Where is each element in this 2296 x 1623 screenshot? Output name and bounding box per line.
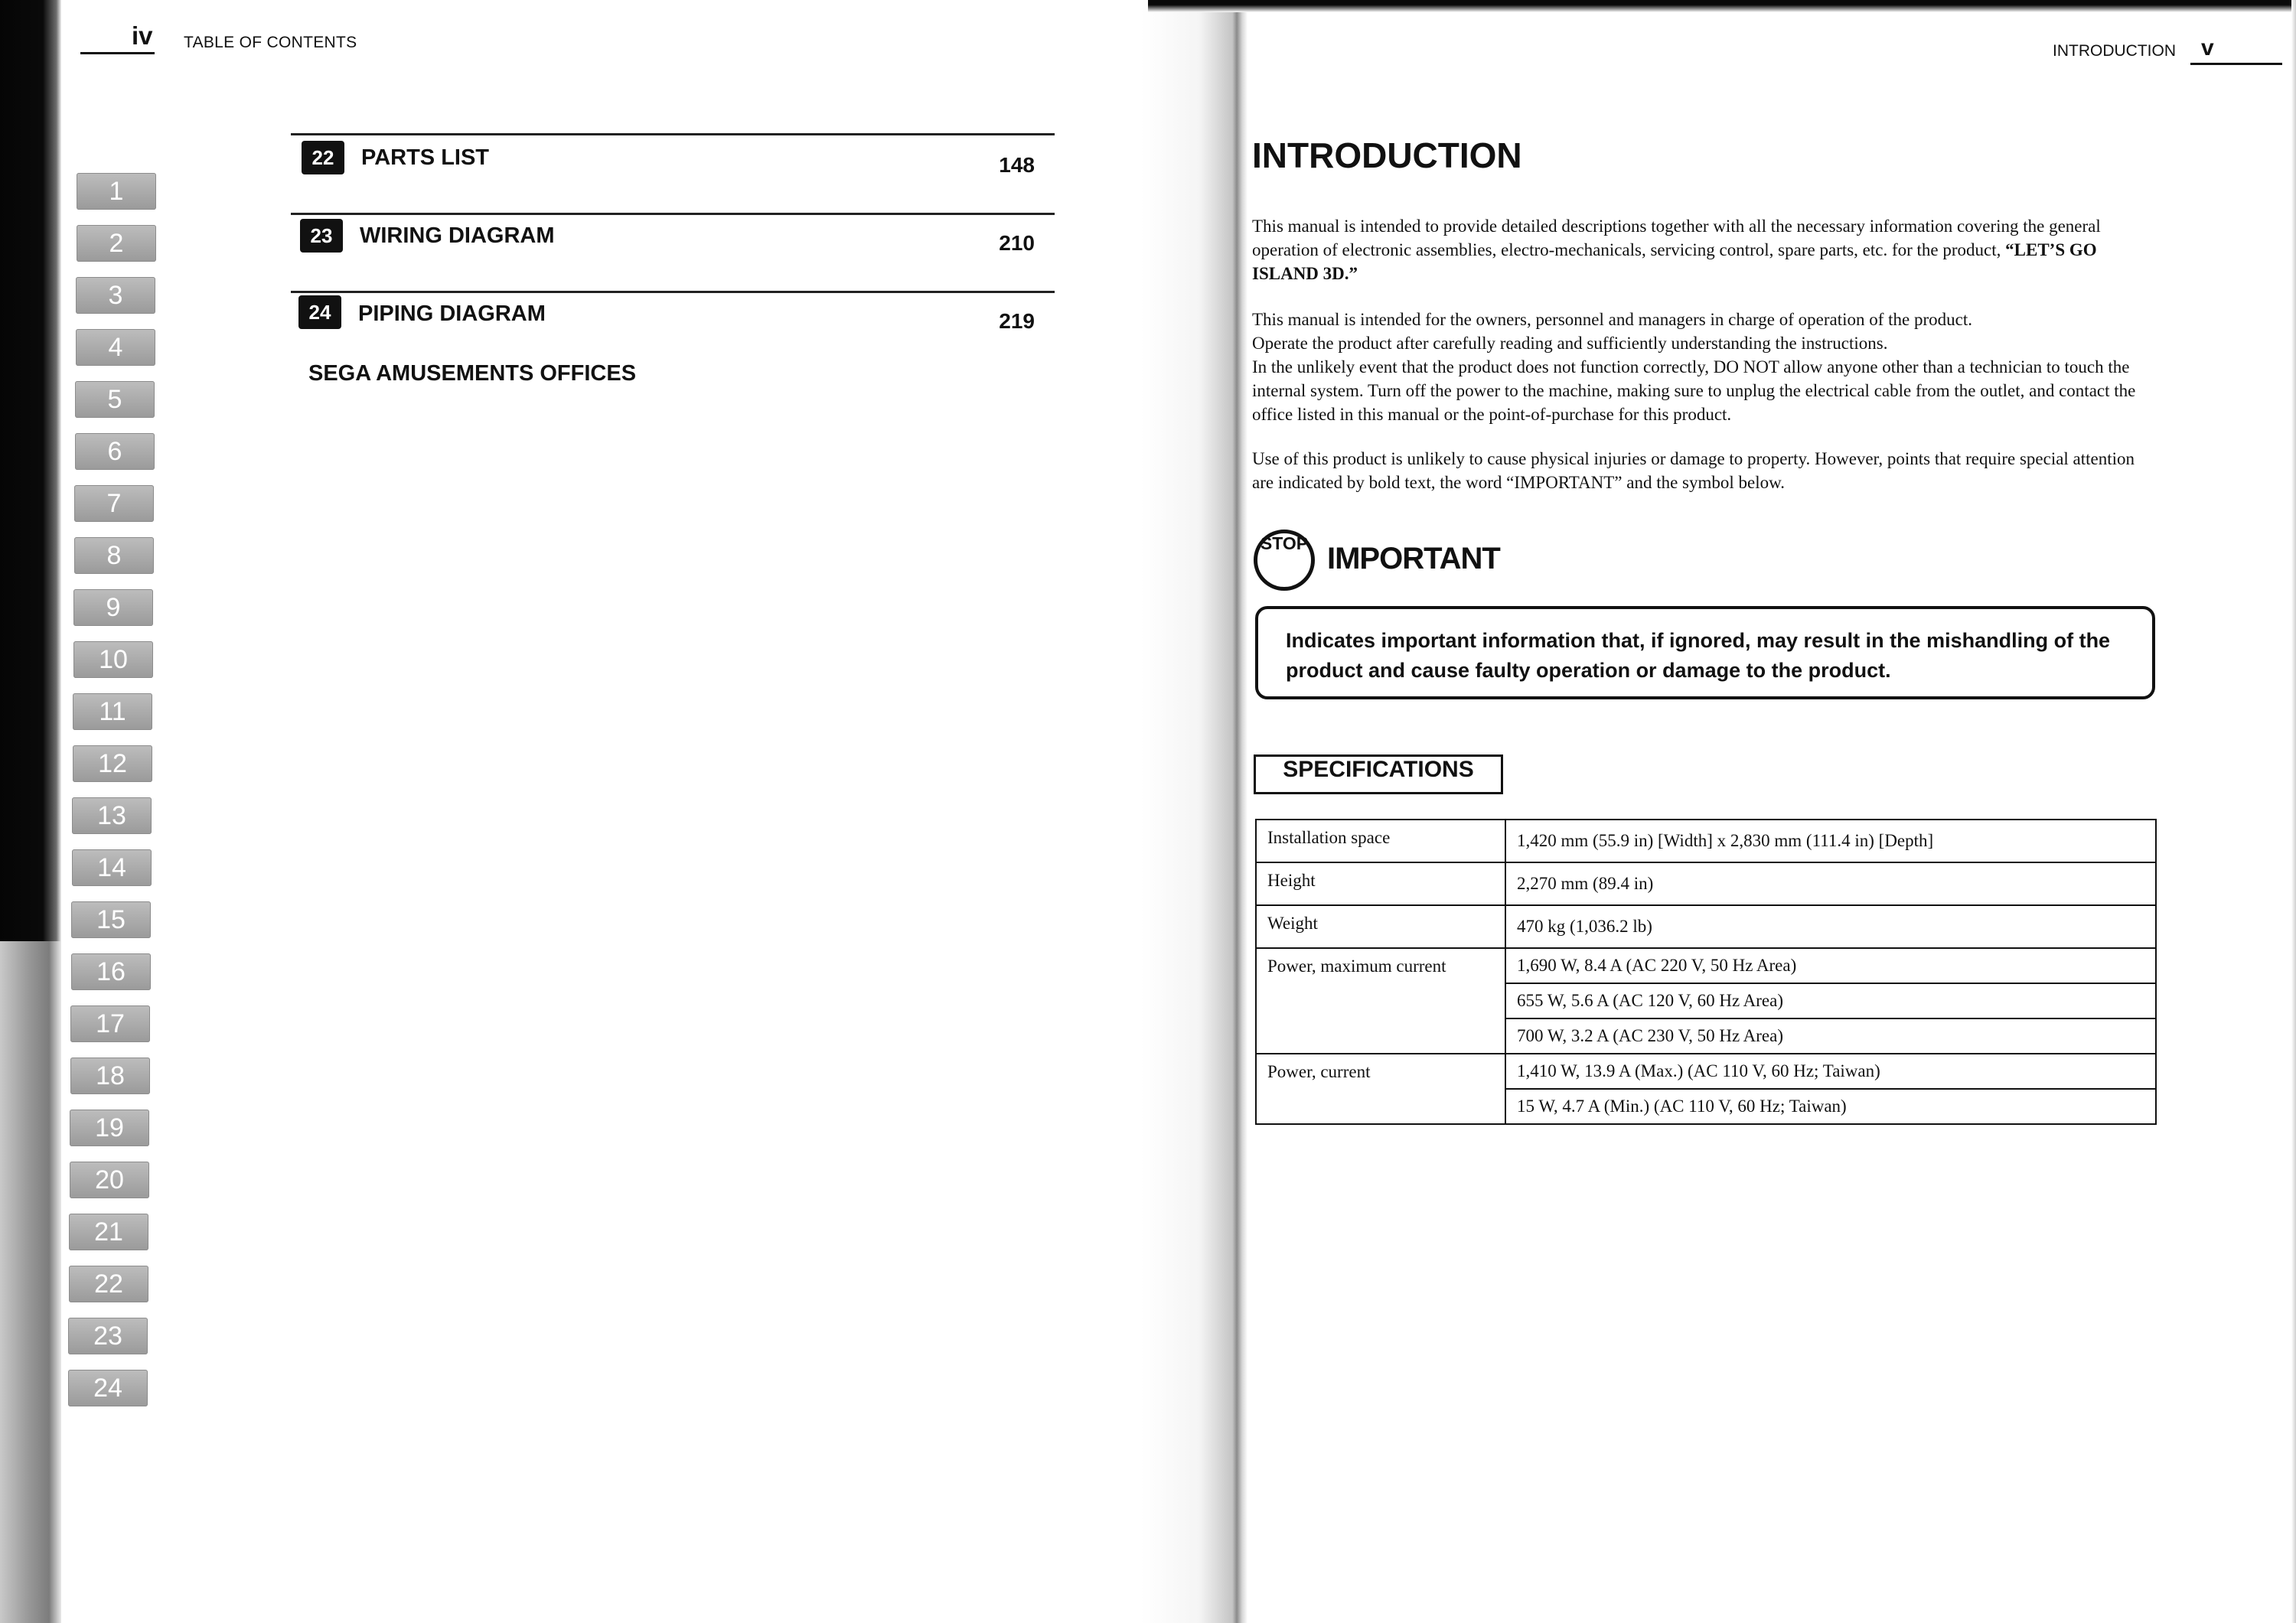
spec-value: 1,420 mm (55.9 in) [Width] x 2,830 mm (111.4 in) [Depth] (1505, 820, 2156, 862)
spec-label: Power, current (1256, 1054, 1505, 1124)
chapter-tab[interactable]: 8 (74, 537, 154, 574)
toc-entry-title[interactable]: PARTS LIST (361, 145, 490, 170)
important-note-box: Indicates important information that, if ignored, may result in the mishandling of the product and cause faulty operation or damage to the product. (1255, 606, 2155, 699)
chapter-tab[interactable]: 7 (74, 485, 154, 522)
chapter-tab[interactable]: 16 (71, 953, 151, 990)
chapter-tab[interactable]: 14 (72, 849, 152, 886)
chapter-tab[interactable]: 1 (77, 173, 156, 210)
chapter-tab[interactable]: 21 (69, 1214, 148, 1250)
operation-paragraph (1252, 308, 2155, 426)
scan-left-shadow (0, 941, 61, 1623)
chapter-tab[interactable]: 17 (70, 1005, 150, 1042)
chapter-tab[interactable]: 5 (75, 381, 155, 418)
chapter-tabs (67, 173, 159, 1413)
chapter-tab[interactable]: 24 (68, 1370, 148, 1406)
scan-top-edge (1148, 0, 2296, 12)
table-row (1256, 1054, 2156, 1089)
spec-label: Height (1256, 862, 1505, 905)
chapter-tab[interactable]: 19 (70, 1110, 149, 1146)
table-row (1256, 905, 2156, 948)
toc-rule (291, 133, 1055, 135)
safety-paragraph: Use of this product is unlikely to cause physical injuries or damage to property. However, points that require special attention are indicated by bold text, the word “IMPORTANT” and the symbol below. (1252, 449, 2135, 492)
spec-value: 1,690 W, 8.4 A (AC 220 V, 50 Hz Area) (1505, 948, 2156, 983)
toc-rule (291, 291, 1055, 293)
stop-icon: STOP (1254, 530, 1315, 591)
paragraph-line: Operate the product after carefully reading and sufficiently understanding the instructions. (1252, 334, 1888, 353)
spec-value: 655 W, 5.6 A (AC 120 V, 60 Hz Area) (1505, 983, 2156, 1018)
toc-entry-title[interactable]: PIPING DIAGRAM (358, 301, 546, 326)
intro-paragraph (1252, 214, 2155, 285)
spec-value: 1,410 W, 13.9 A (Max.) (AC 110 V, 60 Hz; Taiwan) (1505, 1054, 2156, 1089)
toc-entry-page: 219 (999, 309, 1035, 333)
sega-offices-entry[interactable]: SEGA AMUSEMENTS OFFICES (308, 361, 637, 386)
scan-right-edge (2291, 0, 2296, 1623)
toc-chapter-badge: 24 (298, 295, 341, 329)
toc-entry-title[interactable]: WIRING DIAGRAM (360, 223, 555, 248)
spec-value: 2,270 mm (89.4 in) (1505, 862, 2156, 905)
paragraph-line: This manual is intended for the owners, personnel and managers in charge of operation of the product. (1252, 310, 1973, 329)
table-row (1256, 862, 2156, 905)
toc-rule (291, 213, 1055, 215)
spec-value: 470 kg (1,036.2 lb) (1505, 905, 2156, 948)
toc-entry-page: 210 (999, 231, 1035, 255)
intro-text: This manual is intended to provide detailed descriptions together with all the necessary information covering the general operation of electronic assemblies, electro-mechanicals, servicing control, spare parts, etc. for the product, (1252, 217, 2101, 259)
spec-label: Installation space (1256, 820, 1505, 862)
chapter-tab[interactable]: 11 (73, 693, 152, 730)
specifications-heading: SPECIFICATIONS (1254, 754, 1503, 794)
specifications-table (1255, 819, 2157, 1125)
chapter-tab[interactable]: 2 (77, 225, 156, 262)
important-heading: IMPORTANT (1327, 542, 1500, 575)
book-spine (1140, 0, 1247, 1623)
chapter-tab[interactable]: 15 (71, 901, 151, 938)
chapter-tab[interactable]: 6 (75, 433, 155, 470)
spec-value: 700 W, 3.2 A (AC 230 V, 50 Hz Area) (1505, 1018, 2156, 1054)
chapter-tab[interactable]: 9 (73, 589, 153, 626)
chapter-tab[interactable]: 22 (69, 1266, 148, 1302)
toc-entry-page: 148 (999, 153, 1035, 177)
chapter-tab[interactable]: 20 (70, 1162, 149, 1198)
chapter-tab[interactable]: 12 (73, 745, 152, 782)
table-row (1256, 820, 2156, 862)
spec-value: 15 W, 4.7 A (Min.) (AC 110 V, 60 Hz; Taiwan) (1505, 1089, 2156, 1124)
left-page-number: iv (132, 21, 153, 50)
toc-chapter-badge: 23 (300, 219, 343, 253)
table-row (1256, 948, 2156, 983)
chapter-tab[interactable]: 10 (73, 641, 153, 678)
page-title: INTRODUCTION (1252, 135, 1522, 175)
spec-label: Power, maximum current (1256, 948, 1505, 1054)
right-page-number: v (2201, 35, 2214, 60)
chapter-tab[interactable]: 23 (68, 1318, 148, 1354)
toc-chapter-badge: 22 (302, 141, 344, 174)
chapter-tab[interactable]: 13 (72, 797, 152, 834)
chapter-tab[interactable]: 4 (76, 329, 155, 366)
left-page-section: TABLE OF CONTENTS (184, 34, 357, 51)
product-name: “LET’S GO ISLAND 3D.” (1252, 240, 2097, 283)
header-rule (2190, 63, 2282, 65)
spec-label: Weight (1256, 905, 1505, 948)
right-page-section: INTRODUCTION (2053, 42, 2176, 60)
header-rule (80, 52, 155, 54)
chapter-tab[interactable]: 18 (70, 1058, 150, 1094)
chapter-tab[interactable]: 3 (76, 277, 155, 314)
paragraph-line: In the unlikely event that the product does not function correctly, DO NOT allow anyone other than a technician to touch the internal system. Turn off the power to the machine, making sure to unplug the electrical cable from the outlet, and contact the office listed in this manual or the point-of-purchase for this product. (1252, 357, 2136, 424)
